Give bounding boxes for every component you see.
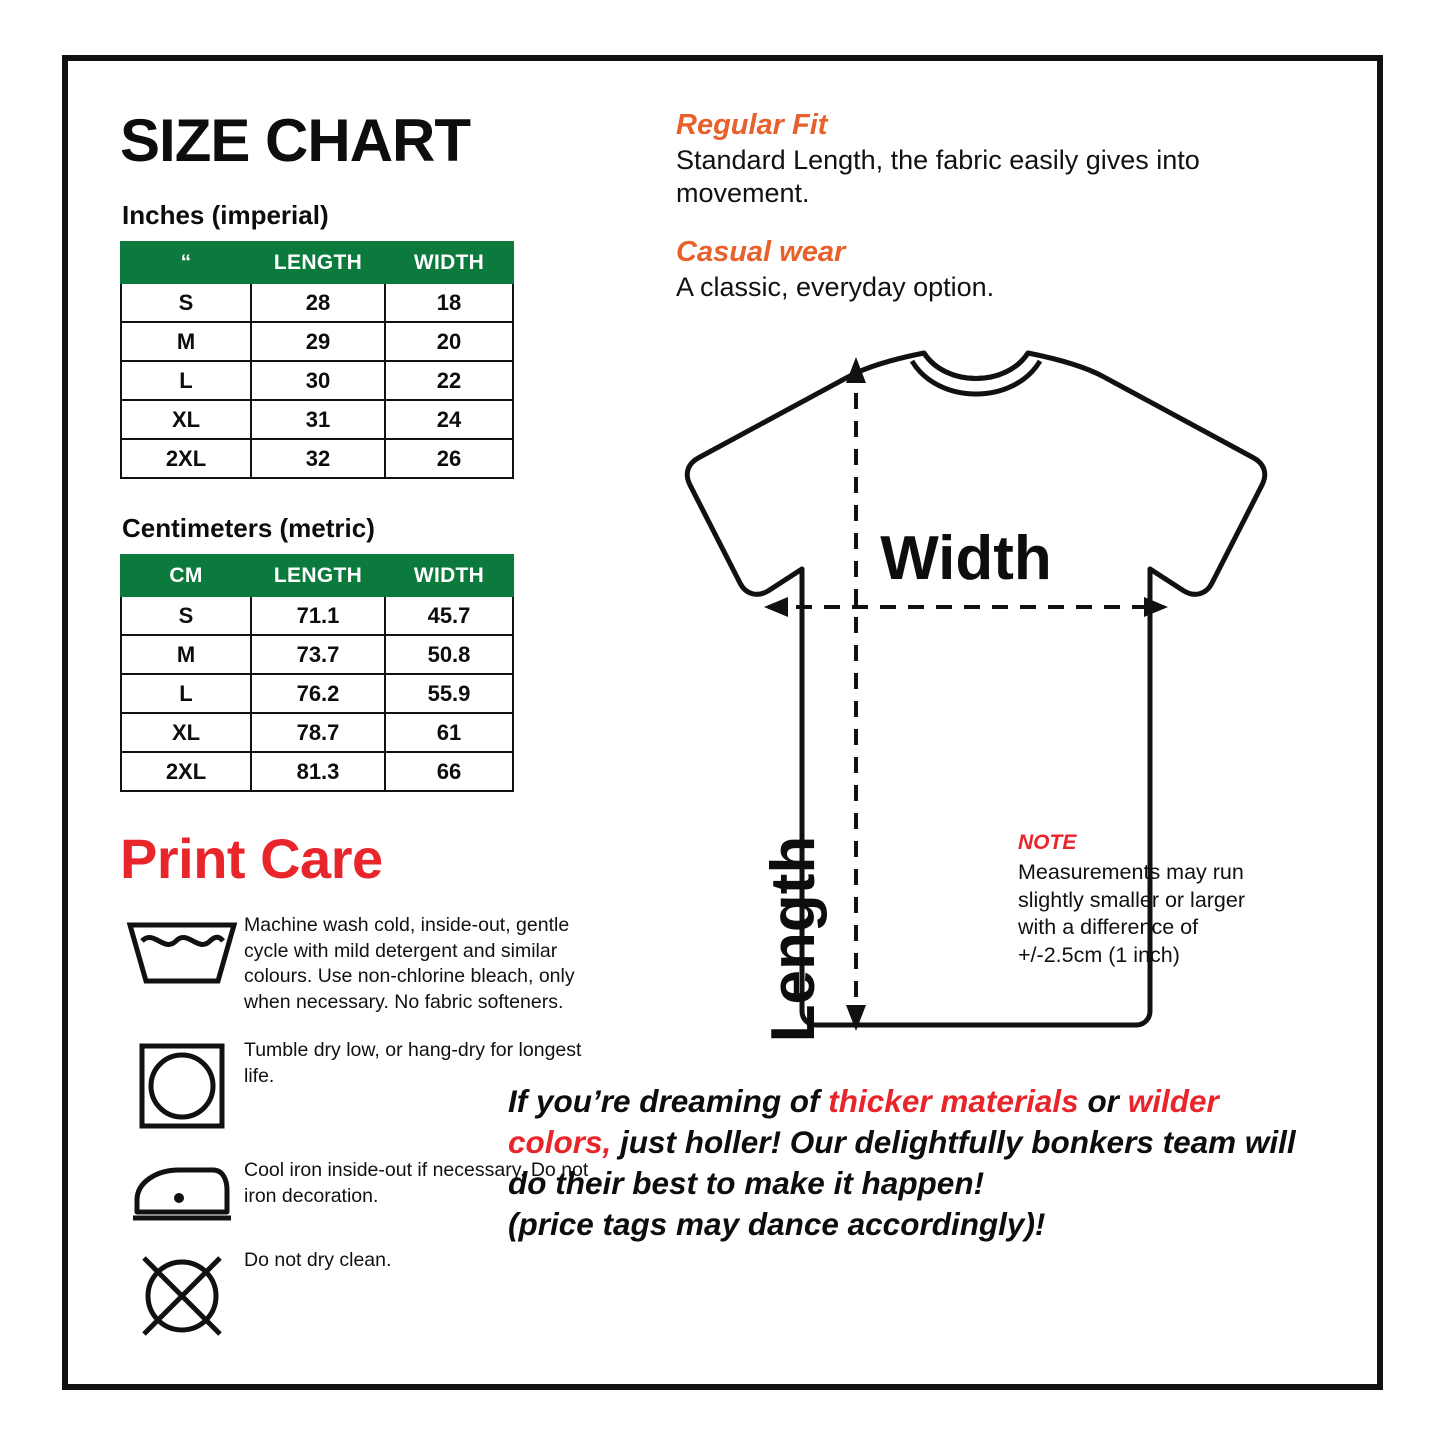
cell-length: 81.3 <box>251 752 385 791</box>
cell-width: 20 <box>385 322 513 361</box>
regular-fit-body: Standard Length, the fabric easily gives into movement. <box>676 145 1200 208</box>
cell-width: 50.8 <box>385 635 513 674</box>
casual-wear-heading: Casual wear <box>676 235 846 268</box>
cell-width: 66 <box>385 752 513 791</box>
table-row <box>121 439 513 478</box>
cell-width: 61 <box>385 713 513 752</box>
table-row <box>121 674 513 713</box>
cell-size: 2XL <box>121 752 251 791</box>
footer-part-2: or <box>1078 1083 1128 1119</box>
regular-fit-heading: Regular Fit <box>676 109 828 141</box>
imperial-table-caption: Inches (imperial) <box>122 200 329 230</box>
cell-size: M <box>121 635 251 674</box>
cell-width: 18 <box>385 283 513 322</box>
footer-part-1: If you’re dreaming of <box>508 1083 829 1119</box>
cell-length: 30 <box>251 361 385 400</box>
do-not-dry-clean-icon <box>120 1244 244 1346</box>
metric-size-table <box>120 554 514 792</box>
cell-length: 32 <box>251 439 385 478</box>
column-header-unit: “ <box>121 242 251 283</box>
cell-size: 2XL <box>121 439 251 478</box>
footer-highlight-1: thicker materials <box>828 1083 1079 1119</box>
column-header-width: WIDTH <box>385 555 513 596</box>
cell-size: XL <box>121 400 251 439</box>
machine-wash-icon <box>120 913 244 989</box>
cell-size: S <box>121 596 251 635</box>
column-header-length: LENGTH <box>251 242 385 283</box>
table-header-row <box>121 242 513 283</box>
cell-size: L <box>121 361 251 400</box>
imperial-size-table <box>120 241 514 479</box>
cell-length: 31 <box>251 400 385 439</box>
metric-table-caption: Centimeters (metric) <box>122 513 375 543</box>
note-block <box>1018 831 1258 969</box>
table-row <box>121 752 513 791</box>
cell-width: 55.9 <box>385 674 513 713</box>
table-row <box>121 322 513 361</box>
column-header-length: LENGTH <box>251 555 385 596</box>
column-header-unit: CM <box>121 555 251 596</box>
list-item <box>120 913 680 1016</box>
width-label: Width <box>880 524 1052 593</box>
cell-size: S <box>121 283 251 322</box>
note-body: Measurements may run slightly smaller or larger with a difference of +/-2.5cm (1 inch) <box>1018 860 1246 967</box>
length-label: Length <box>759 835 828 1043</box>
cell-size: M <box>121 322 251 361</box>
cell-size: L <box>121 674 251 713</box>
care-text: Do not dry clean. <box>244 1248 392 1271</box>
cell-length: 73.7 <box>251 635 385 674</box>
cell-length: 71.1 <box>251 596 385 635</box>
right-column <box>676 109 1336 330</box>
casual-wear-body: A classic, everyday option. <box>676 271 995 302</box>
cell-length: 78.7 <box>251 713 385 752</box>
table-row <box>121 596 513 635</box>
cell-length: 76.2 <box>251 674 385 713</box>
column-header-width: WIDTH <box>385 242 513 283</box>
list-item <box>120 1244 680 1346</box>
table-row <box>121 361 513 400</box>
care-text: Machine wash cold, inside-out, gentle cycle with mild detergent and similar colours. Use non-chlorine bleach, only when necessary. No fabric softeners. <box>244 914 575 1014</box>
cell-width: 26 <box>385 439 513 478</box>
footer-part-4: (price tags may dance accordingly)! <box>508 1205 1046 1242</box>
note-title: NOTE <box>1018 831 1077 854</box>
footer-message <box>508 1081 1308 1245</box>
care-text: Cool iron inside-out if necessary. Do not iron decoration. <box>244 1158 589 1207</box>
cell-length: 29 <box>251 322 385 361</box>
footer-highlight-2: wilder colors, <box>508 1083 1219 1160</box>
print-care-title: Print Care <box>120 827 383 890</box>
cell-width: 24 <box>385 400 513 439</box>
table-header-row <box>121 555 513 596</box>
iron-icon <box>120 1154 244 1226</box>
page-title: SIZE CHART <box>120 107 470 174</box>
tumble-dry-icon <box>120 1034 244 1136</box>
table-row <box>121 283 513 322</box>
cell-size: XL <box>121 713 251 752</box>
table-row <box>121 400 513 439</box>
cell-width: 22 <box>385 361 513 400</box>
care-text: Tumble dry low, or hang-dry for longest life. <box>244 1038 582 1087</box>
cell-width: 45.7 <box>385 596 513 635</box>
table-row <box>121 713 513 752</box>
footer-part-3: just holler! Our delightfully bonkers team will do their best to make it happen! <box>508 1123 1296 1201</box>
table-row <box>121 635 513 674</box>
cell-length: 28 <box>251 283 385 322</box>
size-chart-card <box>62 55 1383 1390</box>
card-inner <box>68 61 1377 1384</box>
